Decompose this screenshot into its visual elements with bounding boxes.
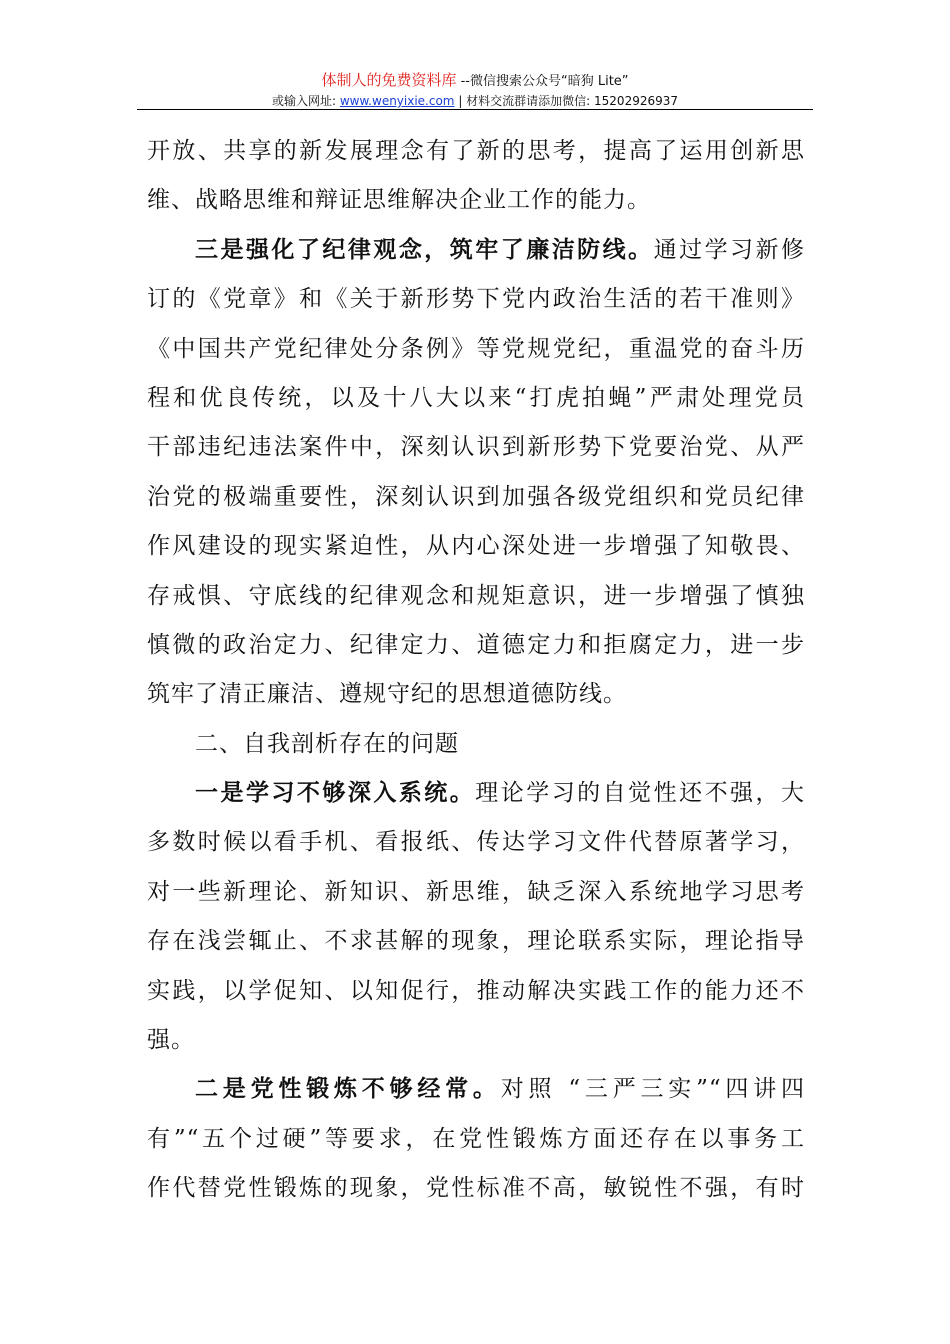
- text-line: [147, 1164, 805, 1213]
- text-line: [147, 522, 805, 571]
- text-line: [147, 226, 805, 275]
- line-text: 对一些新理论、新知识、新思维，缺乏深入系统地学习思考: [147, 878, 805, 905]
- line-text: 治党的极端重要性，深刻认识到加强各级党组织和党员纪律: [147, 483, 805, 510]
- bold-lead: 二是党性锻炼不够经常。: [195, 1076, 501, 1103]
- text-line: [147, 572, 805, 621]
- text-line: [147, 670, 805, 719]
- line-text: 慎微的政治定力、纪律定力、道德定力和拒腐定力，进一步: [147, 631, 805, 658]
- text-line: [147, 473, 805, 522]
- line-text: 订的《党章》和《关于新形势下党内政治生活的若干准则》: [147, 286, 805, 313]
- line-text: 有”“五个过硬”等要求，在党性锻炼方面还存在以事务工: [147, 1125, 805, 1152]
- line-text: 干部违纪违法案件中，深刻认识到新形势下党要治党、从严: [147, 434, 805, 461]
- text-line: [147, 423, 805, 472]
- line-text: 多数时候以看手机、看报纸、传达学习文件代替原著学习，: [147, 829, 805, 856]
- text-line: [147, 1016, 805, 1065]
- text-line: [147, 374, 805, 423]
- page-header: [0, 70, 950, 110]
- brand-title: 体制人的免费资料库: [321, 71, 457, 89]
- bold-lead: 一是学习不够深入系统。: [195, 780, 476, 807]
- text-line: [147, 818, 805, 867]
- line-text: 存在浅尝辄止、不求甚解的现象，理论联系实际，理论指导: [147, 928, 805, 955]
- heading-text: 二、自我剖析存在的问题: [195, 730, 459, 757]
- bold-lead: 三是强化了纪律观念，筑牢了廉洁防线。: [195, 236, 654, 263]
- text-line: [147, 769, 805, 818]
- text-line: [147, 176, 805, 225]
- text-line: [147, 1065, 805, 1114]
- url-prefix: 或输入网址:: [271, 94, 340, 108]
- line-text: 作代替党性锻炼的现象，党性标准不高，敏锐性不强，有时: [147, 1175, 805, 1202]
- document-body: [147, 127, 805, 1214]
- line-text: 实践，以学促知、以知促行，推动解决实践工作的能力还不: [147, 977, 805, 1004]
- line-text: 对照 “三严三实”“四讲四: [500, 1076, 805, 1103]
- line-text: 《中国共产党纪律处分条例》等党规党纪，重温党的奋斗历: [147, 335, 805, 362]
- line-text: 强。: [147, 1027, 195, 1054]
- contact-info: | 材料交流群请添加微信: 15202926937: [454, 94, 679, 108]
- text-line: [147, 621, 805, 670]
- line-text: 程和优良传统，以及十八大以来“打虎拍蝇”严肃处理党员: [147, 384, 805, 411]
- line-text: 筑牢了清正廉洁、遵规守纪的思想道德防线。: [147, 681, 627, 708]
- text-line: [147, 1115, 805, 1164]
- text-line: [147, 967, 805, 1016]
- website-link[interactable]: www.wenyixie.com: [339, 94, 455, 108]
- line-text: 通过学习新修: [653, 236, 806, 263]
- text-line: [147, 868, 805, 917]
- text-line: [147, 917, 805, 966]
- line-text: 维、战略思维和辩证思维解决企业工作的能力。: [147, 187, 651, 214]
- text-line: [147, 127, 805, 176]
- line-text: 存戒惧、守底线的纪律观念和规矩意识，进一步增强了慎独: [147, 582, 805, 609]
- header-tagline: --微信搜索公众号“暗狗 Lite”: [456, 74, 629, 89]
- section-heading: [147, 720, 805, 769]
- text-line: [147, 325, 805, 374]
- text-line: [147, 275, 805, 324]
- line-text: 开放、共享的新发展理念有了新的思考，提高了运用创新思: [147, 138, 805, 164]
- header-divider: [137, 109, 813, 110]
- line-text: 理论学习的自觉性还不强，大: [475, 780, 806, 807]
- line-text: 作风建设的现实紧迫性，从内心深处进一步增强了知敬畏、: [147, 533, 805, 560]
